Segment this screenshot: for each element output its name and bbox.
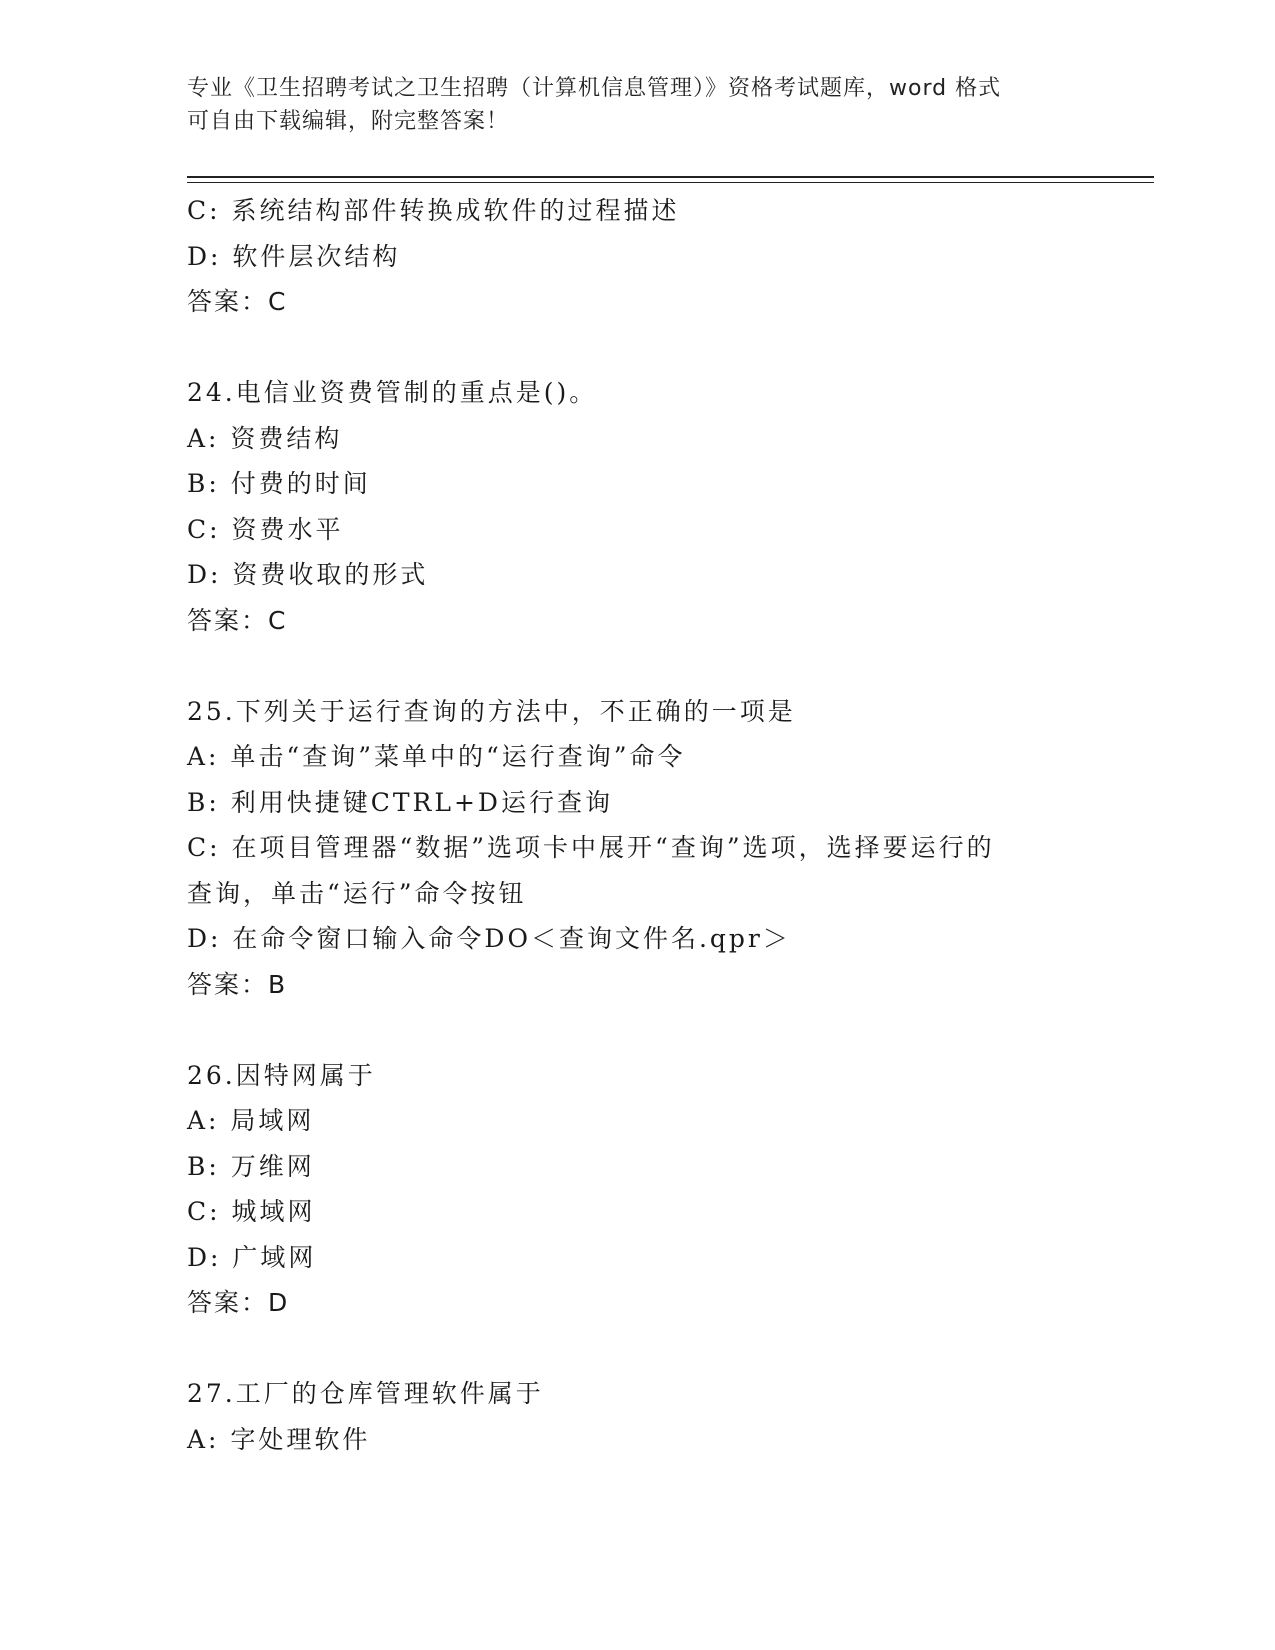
q24-option-d: D: 资费收取的形式 (187, 560, 429, 589)
q26-answer: 答案：D (187, 1288, 290, 1317)
q26-option-b: B: 万维网 (187, 1151, 315, 1181)
q24-option-c: C: 资费水平 (187, 514, 344, 544)
question-list (187, 188, 1147, 1462)
spacer (187, 1326, 1147, 1372)
spacer (187, 325, 1147, 371)
q24-option-b: B: 付费的时间 (187, 469, 371, 498)
q25-answer: 答案：B (187, 969, 288, 999)
q24-answer: 答案：C (187, 605, 288, 635)
q26-option-a: A: 局域网 (187, 1106, 315, 1135)
q23-answer: 答案：C (187, 287, 288, 316)
q26-option-d: D: 广域网 (187, 1242, 317, 1272)
q25-option-c-continued: 查询，单击“运行”命令按钮 (187, 878, 527, 908)
q24-option-a: A: 资费结构 (187, 423, 343, 453)
document-header (187, 72, 1087, 138)
q25-option-c: C: 在项目管理器“数据”选项卡中展开“查询”选项，选择要运行的 (187, 833, 995, 862)
header-divider-thin (187, 182, 1154, 183)
q26-stem: 26.因特网属于 (187, 1060, 376, 1090)
q23-option-c: C: 系统结构部件转换成软件的过程描述 (187, 196, 680, 225)
q27-stem: 27.工厂的仓库管理软件属于 (187, 1379, 544, 1408)
spacer (187, 1007, 1147, 1053)
q25-option-d: D: 在命令窗口输入命令DO＜查询文件名.qpr＞ (187, 924, 791, 953)
q25-stem: 25.下列关于运行查询的方法中，不正确的一项是 (187, 696, 796, 726)
q25-option-b: B: 利用快捷键CTRL+D运行查询 (187, 787, 613, 817)
q24-stem: 24.电信业资费管制的重点是()。 (187, 378, 598, 407)
q26-option-c: C: 城域网 (187, 1197, 316, 1226)
spacer (187, 643, 1147, 689)
header-divider-thick (187, 176, 1154, 178)
q23-option-d: D: 软件层次结构 (187, 241, 401, 271)
q27-option-a: A: 字处理软件 (187, 1424, 371, 1454)
header-line-1: 专业《卫生招聘考试之卫生招聘（计算机信息管理）》资格考试题库，word 格式 (187, 76, 1002, 101)
header-line-2: 可自由下载编辑，附完整答案！ (187, 109, 510, 134)
q25-option-a: A: 单击“查询”菜单中的“运行查询”命令 (187, 742, 686, 771)
